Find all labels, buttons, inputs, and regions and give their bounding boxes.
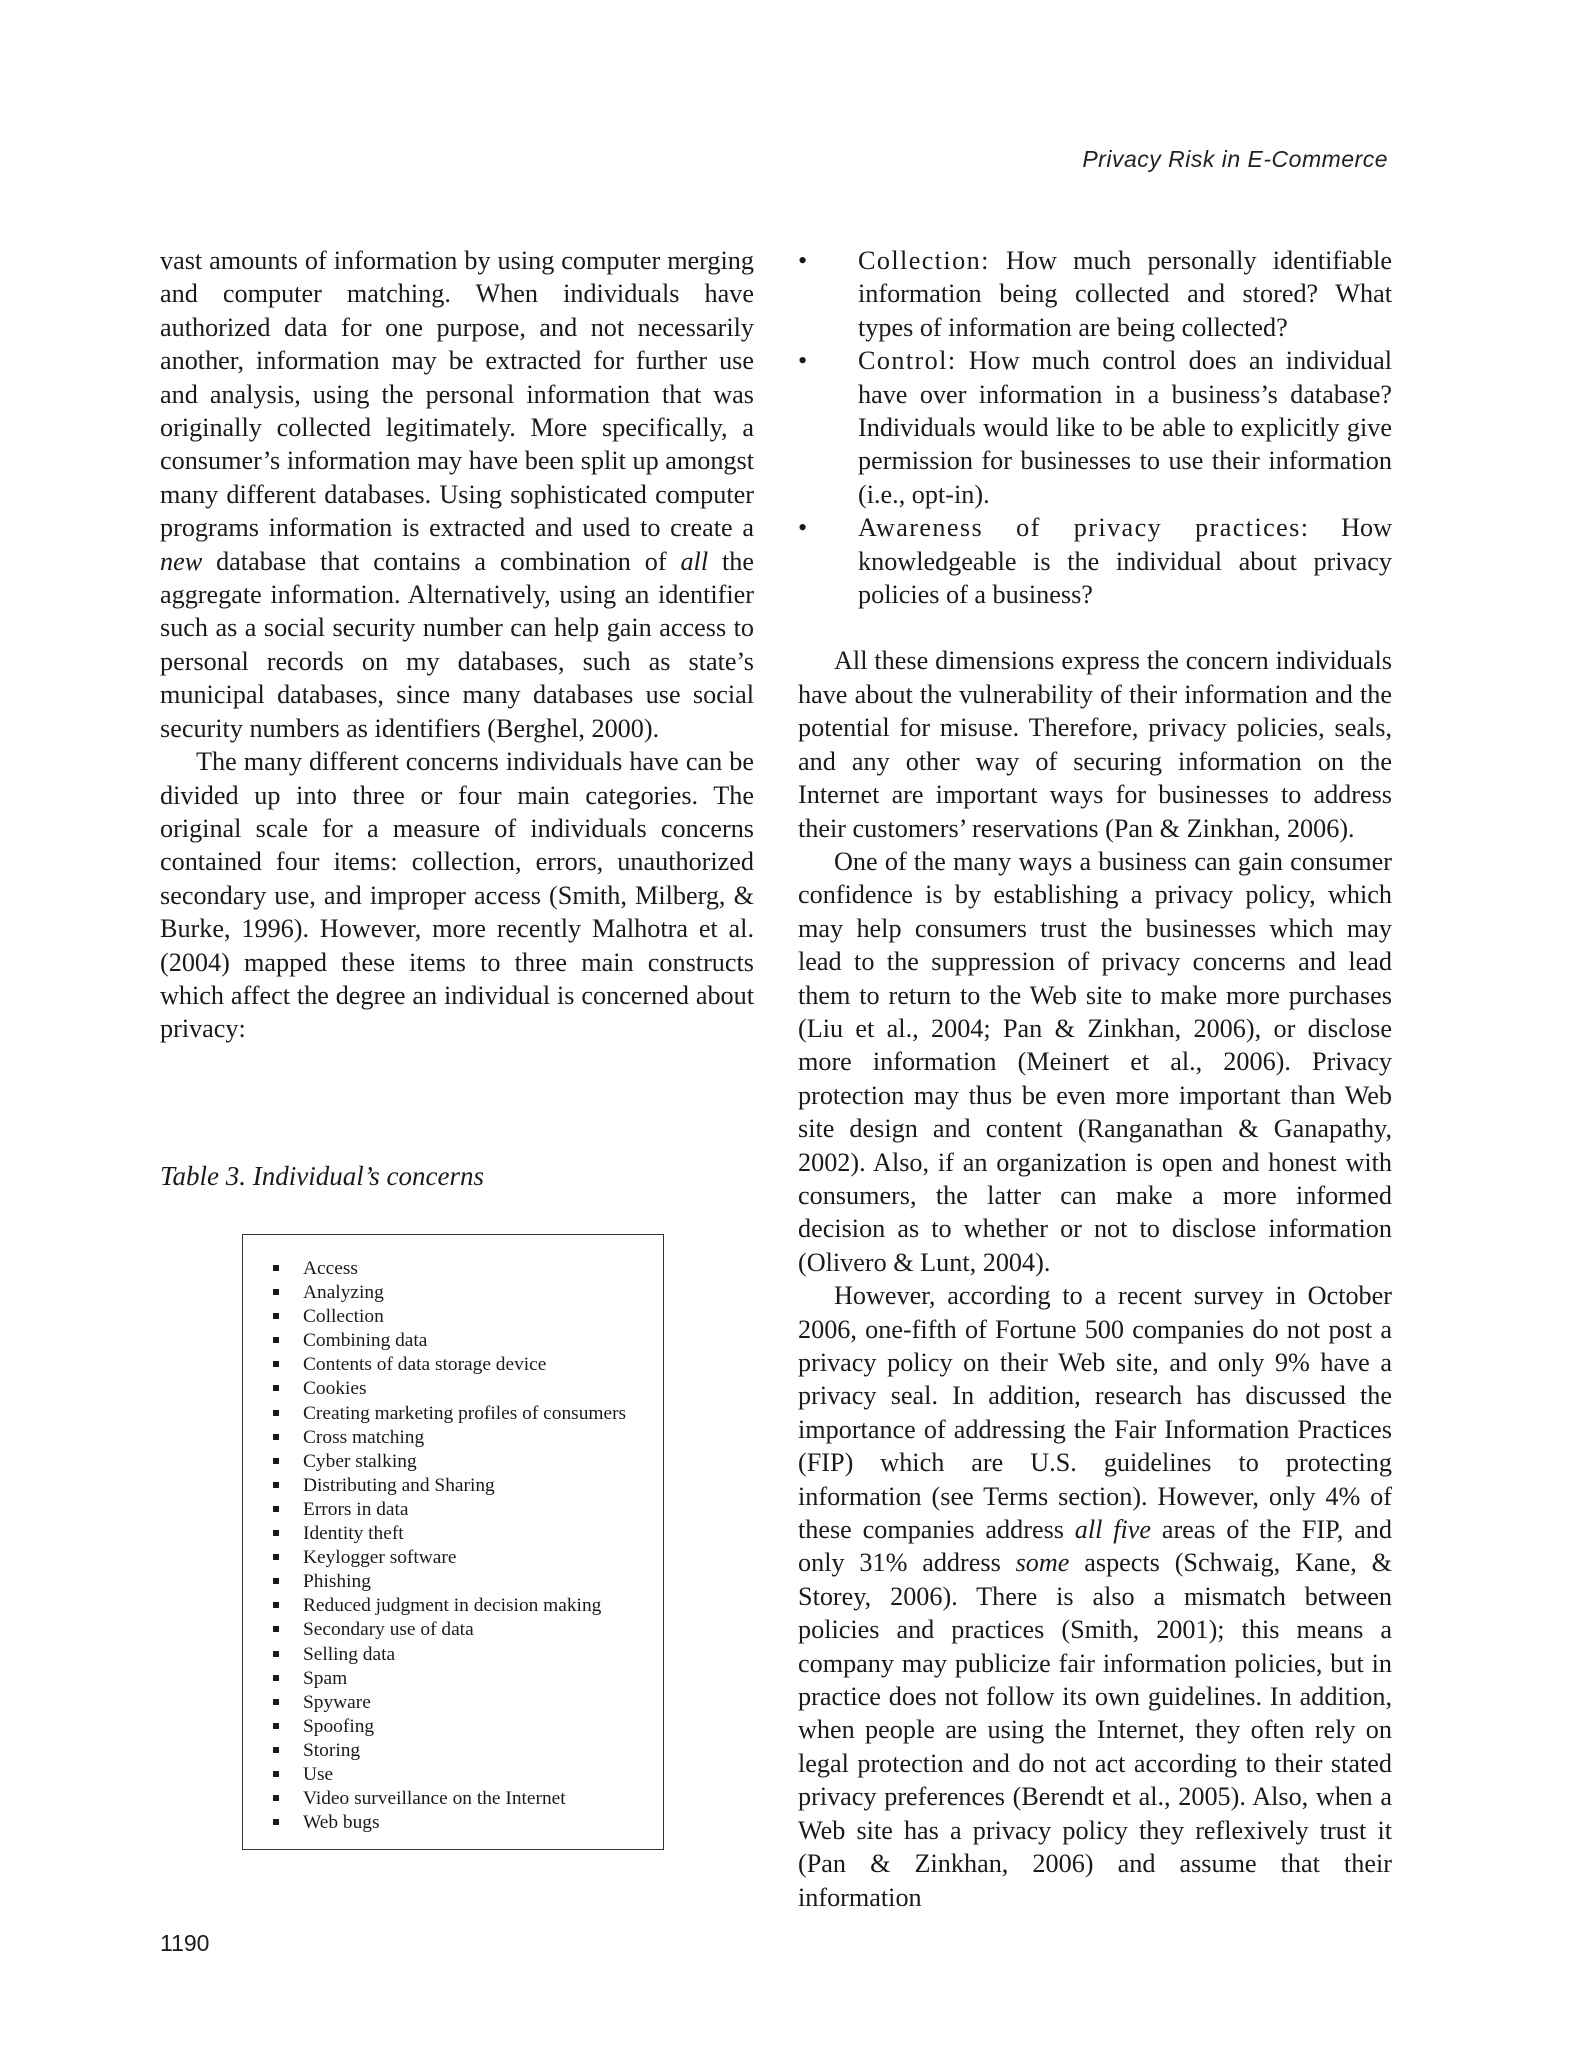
body-paragraph: The many different concerns individuals have can be divided up into three or four main categories. The original scale for a measure of individuals concerns contained four items: collection, errors, unauthorized secondary use, and improper access (Smith, Milberg, & Burke, 1996). However, more recently Malhotra et al. (2004) mapped these items to three main constructs which affect the degree an individual is concerned about privacy: bbox=[160, 747, 754, 1044]
emphasis: new bbox=[160, 546, 203, 576]
body-paragraph: All these dimensions express the concern individuals have about the vulnerability of their information and the potential for misuse. Therefore, privacy policies, seals, and any other way of securing information on the Internet are important ways for businesses to address their customers’ reservations (Pan & Zinkhan, 2006). bbox=[798, 646, 1392, 843]
body-paragraph: One of the many ways a business can gain consumer confidence is by establishing a privacy policy, which may help consumers trust the businesses which may lead to the suppression of privacy concerns and lead them to return to the Web site to make more purchases (Liu et al., 2004; Pan & Zinkhan, 2006), or disclose more information (Meinert et al., 2006). Privacy protection may thus be even more important than Web site design and content (Ranganathan & Ganapathy, 2002). Also, if an organization is open and honest with consumers, the latter can make a more informed decision as to whether or not to disclose information (Olivero & Lunt, 2004). bbox=[798, 846, 1392, 1277]
running-head: Privacy Risk in E-Commerce bbox=[1082, 146, 1388, 172]
concern-item: Keylogger software bbox=[273, 1546, 663, 1570]
construct-term: Awareness of privacy practices: bbox=[858, 513, 1310, 543]
concern-item: Reduced judgment in decision making bbox=[273, 1594, 663, 1618]
concern-item: Errors in data bbox=[273, 1498, 663, 1522]
construct-term: Collection: bbox=[858, 246, 990, 275]
concerns-list bbox=[273, 1257, 663, 1835]
concern-item: Cyber stalking bbox=[273, 1450, 663, 1474]
concern-item: Access bbox=[273, 1257, 663, 1281]
construct-list bbox=[798, 244, 1392, 611]
concern-item: Use bbox=[273, 1763, 663, 1787]
text-run: database that contains a combination of bbox=[202, 546, 681, 576]
concern-item: Analyzing bbox=[273, 1281, 663, 1305]
construct-text: How much personally identifiable information being collected and stored? What types of information are being collected? bbox=[858, 246, 1392, 342]
construct-text: How knowledgeable is the individual about privacy policies of a business? bbox=[858, 513, 1392, 610]
construct-item bbox=[798, 344, 1392, 511]
text-run: However, according to a recent survey in October 2006, one-fifth of Fortune 500 companies do not post a privacy policy on their Web site, and only 9% have a privacy seal. In addition, research has discussed the importance of addressing the Fair Information Practices (FIP) which are U.S. guidelines to protecting information (see Terms section). However, only 4% of these companies address bbox=[798, 1281, 1392, 1545]
construct-term: Control: bbox=[858, 346, 957, 376]
concern-item: Web bugs bbox=[273, 1811, 663, 1835]
concern-item: Video surveillance on the Internet bbox=[273, 1787, 663, 1811]
concern-item: Collection bbox=[273, 1305, 663, 1329]
concern-item: Storing bbox=[273, 1739, 663, 1763]
text-run: aspects (Schwaig, Kane, & Storey, 2006). There is also a mismatch between policies and practices (Smith, 2001); this means a company may publicize fair information policies, but in practice does not follow its own guidelines. In addition, when people are using the Internet, they often rely on legal protection and do not act according to their stated privacy preferences (Berendt et al., 2005). Also, when a Web site has a privacy policy they reflexively trust it (Pan & Zinkhan, 2006) and assume that their information bbox=[798, 1548, 1392, 1912]
body-paragraph bbox=[160, 244, 754, 745]
concern-item: Cookies bbox=[273, 1377, 663, 1401]
concern-item: Identity theft bbox=[273, 1522, 663, 1546]
emphasis: all bbox=[680, 546, 709, 576]
right-column bbox=[798, 244, 1392, 1914]
concern-item: Spoofing bbox=[273, 1715, 663, 1739]
table-caption: Table 3. Individual’s concerns bbox=[160, 1161, 484, 1191]
concern-item: Spam bbox=[273, 1667, 663, 1691]
construct-text: How much control does an individual have over information in a business’s database? Individuals would like to be able to explicitly give permission for businesses to use their information (i.e., opt-in). bbox=[858, 346, 1392, 509]
concern-item: Creating marketing profiles of consumers bbox=[273, 1402, 663, 1426]
page-number: 1190 bbox=[160, 1930, 210, 1956]
text-run: the aggregate information. Alternatively, using an identifier such as a social security number can help gain access to personal records on my databases, such as state’s municipal databases, since many databases use social security numbers as identifiers (Berghel, 2000). bbox=[160, 546, 754, 743]
concern-item: Distributing and Sharing bbox=[273, 1474, 663, 1498]
text-run: vast amounts of information by using computer merging and computer matching. When individuals have authorized data for one purpose, and not necessarily another, information may be extracted for further use and analysis, using the personal information that was originally collected legitimately. More specifically, a consumer’s information may have been split up amongst many different databases. Using sophisticated computer programs information is extracted and used to create a bbox=[160, 246, 754, 543]
body-paragraph bbox=[798, 1279, 1392, 1914]
left-column bbox=[160, 244, 754, 1046]
concern-item: Selling data bbox=[273, 1643, 663, 1667]
concern-item: Spyware bbox=[273, 1691, 663, 1715]
concern-item: Combining data bbox=[273, 1329, 663, 1353]
construct-item bbox=[798, 244, 1392, 344]
concern-item: Contents of data storage device bbox=[273, 1353, 663, 1377]
concern-item: Secondary use of data bbox=[273, 1618, 663, 1642]
emphasis: some bbox=[1015, 1548, 1070, 1578]
concern-item: Phishing bbox=[273, 1570, 663, 1594]
emphasis: all five bbox=[1074, 1515, 1152, 1545]
concerns-table bbox=[242, 1234, 664, 1850]
text-run: areas of the FIP, and only 31% address bbox=[798, 1515, 1392, 1578]
concern-item: Cross matching bbox=[273, 1426, 663, 1450]
construct-item bbox=[798, 511, 1392, 611]
